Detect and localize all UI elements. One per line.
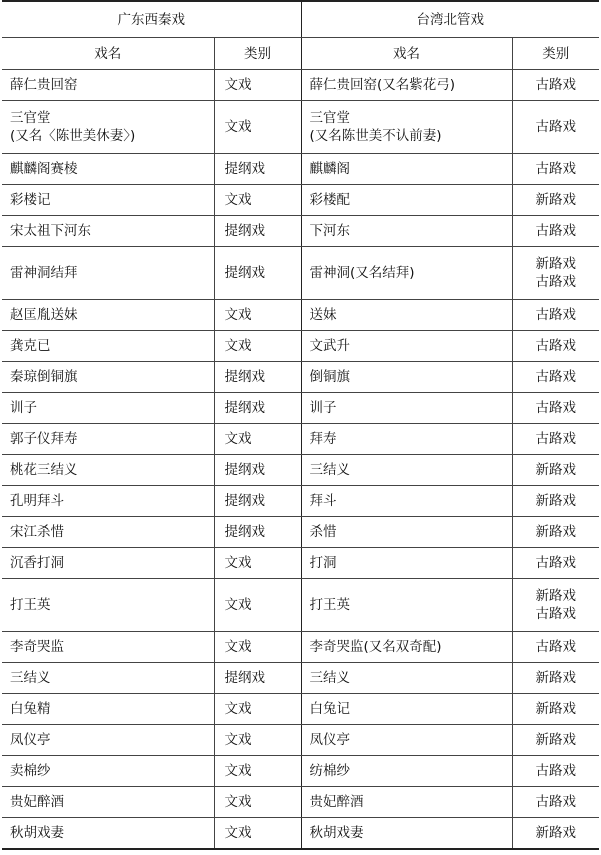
tw-opera-name-cell [301, 101, 512, 154]
table-row [2, 579, 599, 632]
tw-opera-type-line: 古路戏 [535, 763, 576, 779]
gd-opera-name-line: 打王英 [10, 597, 51, 613]
tw-opera-name-cell [301, 548, 512, 579]
table-row [2, 362, 599, 393]
tw-opera-name-line: 三结义 [309, 670, 350, 686]
tw-opera-name-cell [301, 818, 512, 850]
tw-opera-name-cell [301, 247, 512, 300]
table-row [2, 101, 599, 154]
gd-opera-name-cell [2, 517, 214, 548]
gd-opera-type-cell: 提纲戏 [214, 486, 301, 517]
table-row [2, 70, 599, 101]
tw-opera-type-cell [512, 185, 599, 216]
col-header-gd-name: 戏名 [2, 38, 214, 70]
table-row [2, 393, 599, 424]
gd-opera-name-line: 赵匡胤送妹 [10, 307, 78, 323]
table-row [2, 517, 599, 548]
tw-opera-name-line: 贵妃醉酒 [309, 794, 364, 810]
tw-opera-name-cell [301, 486, 512, 517]
tw-opera-name-line: 麒麟阁 [309, 161, 350, 177]
gd-opera-type-cell: 提纲戏 [214, 247, 301, 300]
tw-opera-name-cell [301, 331, 512, 362]
gd-opera-name-cell [2, 787, 214, 818]
tw-opera-name-cell [301, 632, 512, 663]
tw-opera-name-cell [301, 455, 512, 486]
gd-opera-name-line: 宋江杀惜 [10, 524, 64, 540]
tw-opera-type-cell [512, 486, 599, 517]
gd-opera-type-cell: 提纲戏 [214, 663, 301, 694]
tw-opera-type-line: 古路戏 [535, 794, 576, 810]
gd-opera-name-line: 龚克已 [10, 338, 51, 354]
tw-opera-type-cell [512, 694, 599, 725]
gd-opera-name-cell [2, 632, 214, 663]
tw-opera-type-cell [512, 247, 599, 300]
gd-opera-name-cell [2, 362, 214, 393]
tw-opera-type-cell [512, 725, 599, 756]
tw-opera-name-line: 打王英 [309, 597, 350, 613]
tw-opera-name-cell [301, 300, 512, 331]
gd-opera-name-line: 贵妃醉酒 [10, 794, 64, 810]
gd-opera-type-cell: 文戏 [214, 787, 301, 818]
gd-opera-name-cell [2, 70, 214, 101]
gd-opera-name-cell [2, 154, 214, 185]
table-row [2, 548, 599, 579]
tw-opera-type-line: 新路戏 [535, 524, 576, 540]
gd-opera-name-cell [2, 663, 214, 694]
tw-opera-name-cell [301, 517, 512, 548]
gd-opera-type-cell: 提纲戏 [214, 216, 301, 247]
gd-opera-name-cell [2, 331, 214, 362]
tw-opera-type-line: 新路戏 [535, 825, 576, 841]
gd-opera-name-line: 李奇哭监 [10, 639, 64, 655]
tw-opera-type-cell [512, 154, 599, 185]
tw-opera-name-line: 杀惜 [309, 524, 337, 540]
tw-opera-type-line: 新路戏 [535, 493, 576, 509]
tw-opera-type-line: 新路戏 [535, 256, 576, 272]
col-header-tw-name: 戏名 [301, 38, 512, 70]
col-header-gd-type: 类别 [214, 38, 301, 70]
gd-opera-type-cell: 提纲戏 [214, 393, 301, 424]
table-row [2, 663, 599, 694]
gd-opera-name-cell [2, 725, 214, 756]
gd-opera-name-cell [2, 818, 214, 850]
gd-opera-type-cell: 文戏 [214, 300, 301, 331]
gd-opera-type-cell: 文戏 [214, 632, 301, 663]
gd-opera-type-cell: 提纲戏 [214, 455, 301, 486]
gd-opera-name-cell [2, 486, 214, 517]
tw-opera-type-line: 新路戏 [535, 732, 576, 748]
col-header-tw-type: 类别 [512, 38, 599, 70]
tw-opera-type-cell [512, 632, 599, 663]
header-guangdong-xiqin-opera: 广东西秦戏 [2, 1, 301, 38]
tw-opera-name-line: 拜寿 [309, 431, 337, 447]
tw-opera-name-cell [301, 154, 512, 185]
gd-opera-type-cell: 文戏 [214, 725, 301, 756]
gd-opera-name-cell [2, 101, 214, 154]
gd-opera-name-line: 薛仁贵回窑 [10, 77, 78, 93]
gd-opera-name-line: 麒麟阁赛棱 [10, 161, 78, 177]
table-row [2, 455, 599, 486]
table-row [2, 247, 599, 300]
tw-opera-type-line: 古路戏 [535, 431, 576, 447]
gd-opera-type-cell: 提纲戏 [214, 154, 301, 185]
tw-opera-name-cell [301, 362, 512, 393]
gd-opera-name-cell [2, 247, 214, 300]
tw-opera-type-cell [512, 70, 599, 101]
tw-opera-type-line: 古路戏 [535, 400, 576, 416]
tw-opera-name-cell [301, 185, 512, 216]
table-row [2, 818, 599, 850]
tw-opera-type-line: 新路戏 [535, 701, 576, 717]
gd-opera-type-cell: 文戏 [214, 579, 301, 632]
tw-opera-type-cell [512, 424, 599, 455]
tw-opera-type-cell [512, 455, 599, 486]
tw-opera-type-cell [512, 787, 599, 818]
gd-opera-name-cell [2, 455, 214, 486]
tw-opera-name-line: 秋胡戏妻 [309, 825, 364, 841]
tw-opera-type-cell [512, 663, 599, 694]
table-row [2, 154, 599, 185]
gd-opera-name-cell [2, 300, 214, 331]
tw-opera-name-cell [301, 424, 512, 455]
gd-opera-type-cell: 文戏 [214, 101, 301, 154]
gd-opera-name-line: 彩楼记 [10, 192, 51, 208]
table-body [2, 70, 599, 850]
tw-opera-type-line: 古路戏 [535, 223, 576, 239]
tw-opera-name-line: 训子 [309, 400, 337, 416]
gd-opera-name-line: 三官堂 [10, 110, 51, 126]
gd-opera-name-line: 凤仪亭 [10, 732, 51, 748]
gd-opera-name-cell [2, 424, 214, 455]
tw-opera-type-cell [512, 362, 599, 393]
tw-opera-type-cell [512, 756, 599, 787]
tw-opera-type-line: 古路戏 [535, 307, 576, 323]
gd-opera-type-cell: 文戏 [214, 548, 301, 579]
gd-opera-type-cell: 提纲戏 [214, 362, 301, 393]
tw-opera-name-line: (又名陈世美不认前妻) [309, 128, 442, 144]
gd-opera-type-cell: 文戏 [214, 818, 301, 850]
table-row [2, 632, 599, 663]
tw-opera-type-cell [512, 101, 599, 154]
gd-opera-name-line: 三结义 [10, 670, 51, 686]
gd-opera-name-line: 雷神洞结拜 [10, 265, 78, 281]
gd-opera-name-line: (又名〈陈世美休妻〉) [10, 128, 136, 144]
tw-opera-type-line: 新路戏 [535, 192, 576, 208]
tw-opera-name-line: 三结义 [309, 462, 350, 478]
tw-opera-type-line: 新路戏 [535, 670, 576, 686]
tw-opera-name-cell [301, 787, 512, 818]
tw-opera-type-line: 古路戏 [535, 606, 576, 622]
gd-opera-name-line: 白兔精 [10, 701, 51, 717]
gd-opera-name-line: 卖棉纱 [10, 763, 51, 779]
gd-opera-name-cell [2, 694, 214, 725]
tw-opera-name-cell [301, 694, 512, 725]
tw-opera-name-cell [301, 725, 512, 756]
table-row [2, 216, 599, 247]
gd-opera-name-line: 孔明拜斗 [10, 493, 64, 509]
tw-opera-name-cell [301, 663, 512, 694]
gd-opera-name-line: 桃花三结义 [10, 462, 78, 478]
table-row [2, 694, 599, 725]
gd-opera-name-line: 秦琼倒铜旗 [10, 369, 78, 385]
gd-opera-name-line: 郭子仪拜寿 [10, 431, 78, 447]
gd-opera-type-cell: 文戏 [214, 694, 301, 725]
table-row [2, 424, 599, 455]
gd-opera-name-cell [2, 216, 214, 247]
tw-opera-name-cell [301, 216, 512, 247]
tw-opera-type-cell [512, 216, 599, 247]
tw-opera-name-line: 雷神洞(又名结拜) [309, 265, 415, 281]
table-row [2, 300, 599, 331]
table-row [2, 331, 599, 362]
opera-comparison-table [2, 0, 599, 850]
tw-opera-name-cell [301, 756, 512, 787]
tw-opera-name-line: 彩楼配 [309, 192, 350, 208]
gd-opera-type-cell: 文戏 [214, 424, 301, 455]
tw-opera-name-line: 薛仁贵回窑(又名紫花弓) [309, 77, 456, 93]
tw-opera-type-line: 新路戏 [535, 462, 576, 478]
table-row [2, 787, 599, 818]
tw-opera-type-cell [512, 331, 599, 362]
table-row [2, 486, 599, 517]
comparison-table-container [2, 0, 599, 850]
tw-opera-name-line: 拜斗 [309, 493, 337, 509]
tw-opera-name-line: 凤仪亭 [309, 732, 350, 748]
table-row [2, 756, 599, 787]
gd-opera-name-line: 训子 [10, 400, 37, 416]
gd-opera-name-line: 秋胡戏妻 [10, 825, 64, 841]
tw-opera-type-line: 古路戏 [535, 274, 576, 290]
tw-opera-type-cell [512, 300, 599, 331]
tw-opera-type-cell [512, 818, 599, 850]
gd-opera-type-cell: 文戏 [214, 331, 301, 362]
table-row [2, 185, 599, 216]
gd-opera-name-cell [2, 185, 214, 216]
gd-opera-type-cell: 文戏 [214, 756, 301, 787]
tw-opera-type-cell [512, 548, 599, 579]
tw-opera-name-line: 三官堂 [309, 110, 350, 126]
gd-opera-name-cell [2, 548, 214, 579]
gd-opera-type-cell: 文戏 [214, 185, 301, 216]
tw-opera-type-cell [512, 517, 599, 548]
tw-opera-name-line: 下河东 [309, 223, 350, 239]
tw-opera-name-line: 纺棉纱 [309, 763, 350, 779]
tw-opera-type-cell [512, 393, 599, 424]
gd-opera-name-cell [2, 393, 214, 424]
tw-opera-name-line: 白兔记 [309, 701, 350, 717]
header-taiwan-beiguan-opera: 台湾北管戏 [301, 1, 599, 38]
tw-opera-type-line: 古路戏 [535, 338, 576, 354]
tw-opera-name-line: 倒铜旗 [309, 369, 350, 385]
tw-opera-name-cell [301, 393, 512, 424]
tw-opera-name-line: 文武升 [309, 338, 350, 354]
tw-opera-type-line: 古路戏 [535, 119, 576, 135]
gd-opera-type-cell: 提纲戏 [214, 517, 301, 548]
tw-opera-name-line: 打洞 [309, 555, 337, 571]
tw-opera-type-line: 古路戏 [535, 369, 576, 385]
tw-opera-name-cell [301, 70, 512, 101]
gd-opera-type-cell: 文戏 [214, 70, 301, 101]
gd-opera-name-cell [2, 756, 214, 787]
tw-opera-type-line: 新路戏 [535, 588, 576, 604]
table-row [2, 725, 599, 756]
tw-opera-type-cell [512, 579, 599, 632]
tw-opera-name-line: 李奇哭监(又名双奇配) [309, 639, 442, 655]
tw-opera-type-line: 古路戏 [535, 555, 576, 571]
gd-opera-name-cell [2, 579, 214, 632]
tw-opera-name-cell [301, 579, 512, 632]
tw-opera-type-line: 古路戏 [535, 161, 576, 177]
tw-opera-name-line: 送妹 [309, 307, 337, 323]
tw-opera-type-line: 古路戏 [535, 77, 576, 93]
gd-opera-name-line: 沉香打洞 [10, 555, 64, 571]
gd-opera-name-line: 宋太祖下河东 [10, 223, 91, 239]
tw-opera-type-line: 古路戏 [535, 639, 576, 655]
